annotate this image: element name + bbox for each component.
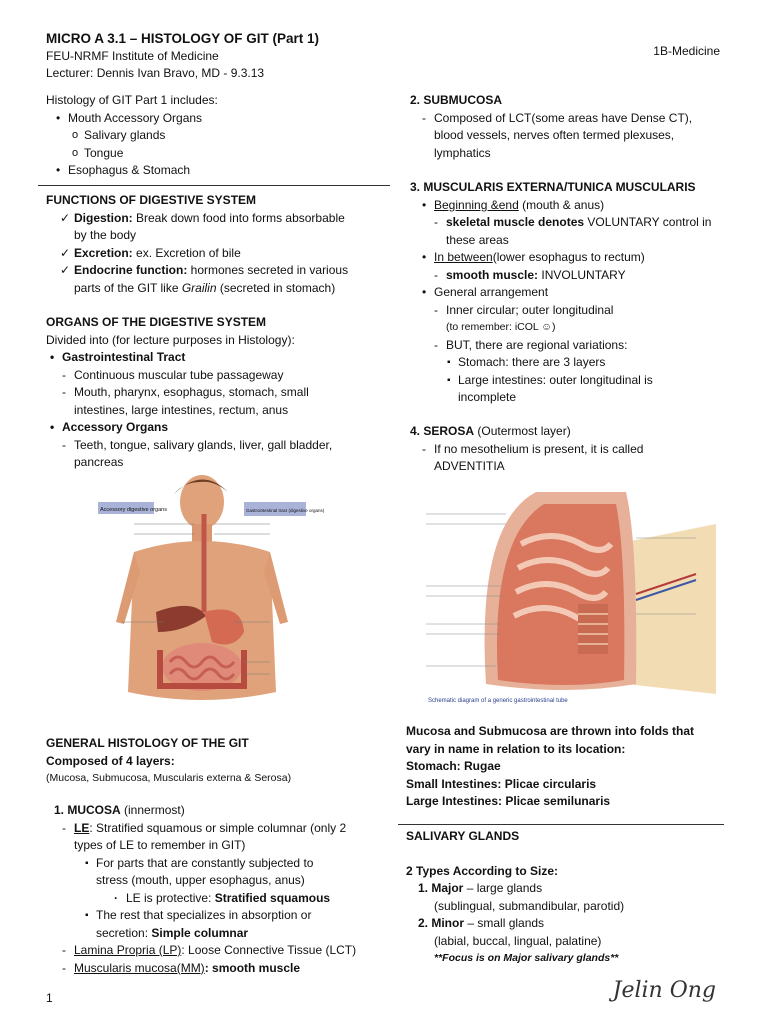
general-histology-section [46, 735, 386, 788]
intro-subitem: o Salivary glands [84, 127, 424, 145]
organs-subtitle: Divided into (for lecture purposes in Histology): [46, 332, 295, 347]
salivary-subtitle: 2 Types According to Size: [406, 863, 559, 878]
git-item: - Continuous muscular tube passageway [74, 367, 414, 385]
mucosa-heading: 1. MUCOSA (innermost) [54, 803, 185, 817]
folds-line: Large Intestines: Plicae semilunaris [406, 794, 611, 808]
mucosa-section [46, 802, 386, 977]
salivary-section [406, 828, 736, 968]
le-subitem: ▪ The rest that specializes in absorption or [96, 907, 436, 925]
folds-line: Mucosa and Submucosa are thrown into folds that [406, 724, 695, 738]
spacer [406, 846, 736, 863]
mus-note: (to remember: iCOL ☺) [446, 321, 556, 333]
gi-tube-figure [426, 484, 716, 710]
le-item-cont: types of LE to remember in GIT) [74, 838, 246, 852]
mus-square-cont: incomplete [458, 390, 517, 404]
mus-square: ▪ Large intestines: outer longitudinal is [458, 372, 778, 390]
fig1-left-box-label: Accessory digestive organs [100, 507, 167, 513]
folds-line: vary in name in relation to its location: [406, 741, 626, 756]
function-item-cont: parts of the GIT like Grailin (secreted in stomach) [74, 280, 336, 295]
lp-item: - Lamina Propria (LP): Loose Connective Tissue (LCT) [74, 942, 414, 960]
mus-dash-cont: these areas [446, 232, 509, 247]
intro-item: • Mouth Accessory Organs [68, 110, 408, 128]
submucosa-item-cont: lymphatics [434, 145, 491, 160]
left-column [46, 92, 386, 180]
le-subitem-cont: secretion: Simple columnar [96, 925, 249, 940]
organs-section [46, 314, 386, 472]
mus-bullet: • Beginning &end (mouth & anus) [434, 197, 754, 215]
salivary-focus-note: **Focus is on Major salivary glands** [434, 952, 619, 964]
divider [38, 185, 390, 186]
document-title: MICRO A 3.1 – HISTOLOGY OF GIT (Part 1) [46, 31, 320, 46]
salivary-minor: 2. Minor – small glands [418, 916, 545, 930]
mus-dash: - smooth muscle: INVOLUNTARY [446, 267, 766, 285]
serosa-section [406, 423, 726, 476]
accessory-item-cont: pancreas [74, 455, 124, 469]
accessory-item: - Teeth, tongue, salivary glands, liver, gall bladder, [74, 437, 414, 455]
intro-item: • Esophagus & Stomach [68, 162, 408, 180]
function-item-cont: by the body [74, 228, 137, 242]
general-title: GENERAL HISTOLOGY OF THE GIT [46, 736, 249, 750]
mus-bullet: • General arrangement [434, 284, 754, 302]
accessory-label: • Accessory Organs [62, 419, 402, 437]
mus-bullet: • In between(lower esophagus to rectum) [434, 249, 754, 267]
divider [398, 824, 724, 825]
le-item: - LE: Stratified squamous or simple columnar (only 2 [74, 820, 414, 838]
intro-subitem: o Tongue [84, 145, 424, 163]
mus-dash: - BUT, there are regional variations: [446, 337, 766, 355]
submucosa-item-cont: blood vessels, nerves often termed plexuses, [434, 128, 675, 142]
serosa-heading: 4. SEROSA (Outermost layer) [410, 424, 571, 438]
general-list: (Mucosa, Submucosa, Muscularis externa & Serosa) [46, 772, 292, 784]
functions-title: FUNCTIONS OF DIGESTIVE SYSTEM [46, 193, 257, 207]
git-item-cont: intestines, large intestines, rectum, anus [74, 402, 289, 417]
page-number: 1 [46, 991, 53, 1005]
mus-dash: - Inner circular; outer longitudinal [446, 302, 766, 320]
mm-item: - Muscularis mucosa(MM): smooth muscle [74, 960, 414, 978]
submucosa-item: - Composed of LCT(some areas have Dense CT), [434, 110, 754, 128]
folds-line: Small Intestines: Plicae circularis [406, 776, 597, 791]
mus-square: ▪ Stomach: there are 3 layers [458, 354, 778, 372]
le-subitem-cont: stress (mouth, upper esophagus, anus) [96, 873, 305, 887]
function-item: ✓ Endocrine function: hormones secreted in various [74, 262, 414, 280]
mus-dash: - skeletal muscle denotes VOLUNTARY control in [446, 214, 766, 232]
serosa-item: - If no mesothelium is present, it is called [434, 441, 754, 459]
muscularis-section [406, 179, 726, 407]
git-label: • Gastrointestinal Tract [62, 349, 402, 367]
fig1-right-box-label: Gastrointestinal tract (digestive organs) [246, 508, 325, 513]
git-item: - Mouth, pharynx, esophagus, stomach, small [74, 384, 414, 402]
folds-section [406, 723, 736, 811]
function-item: ✓ Digestion: Break down food into forms absorbable [74, 210, 414, 228]
function-item: ✓ Excretion: ex. Excretion of bile [74, 245, 414, 263]
muscularis-heading: 3. MUSCULARIS EXTERNA/TUNICA MUSCULARIS [410, 180, 696, 194]
salivary-minor-examples: (labial, buccal, lingual, palatine) [434, 933, 602, 948]
folds-line: Stomach: Rugae [406, 759, 501, 773]
salivary-title: SALIVARY GLANDS [406, 829, 520, 843]
salivary-major: 1. Major – large glands [418, 881, 543, 895]
functions-section [46, 192, 386, 297]
lecturer: Lecturer: Dennis Ivan Bravo, MD - 9.3.13 [46, 66, 265, 80]
organs-title: ORGANS OF THE DIGESTIVE SYSTEM [46, 315, 267, 329]
intro-title: Histology of GIT Part 1 includes: [46, 93, 218, 107]
section-tag: 1B-Medicine [653, 44, 720, 58]
le-subitem: ▪ For parts that are constantly subjected to [96, 855, 436, 873]
digestive-system-figure [94, 472, 325, 720]
serosa-item-cont: ADVENTITIA [434, 459, 505, 473]
signature: Jelin Ong [612, 978, 716, 1003]
general-subtitle: Composed of 4 layers: [46, 753, 175, 768]
salivary-major-examples: (sublingual, submandibular, parotid) [434, 898, 625, 913]
submucosa-heading: 2. SUBMUCOSA [410, 93, 503, 107]
le-subsubitem: · LE is protective: Stratified squamous [126, 890, 466, 908]
institute: FEU-NRMF Institute of Medicine [46, 49, 219, 63]
fig2-caption: Schematic diagram of a generic gastrointestinal tube [428, 698, 568, 704]
submucosa-section [406, 92, 726, 162]
